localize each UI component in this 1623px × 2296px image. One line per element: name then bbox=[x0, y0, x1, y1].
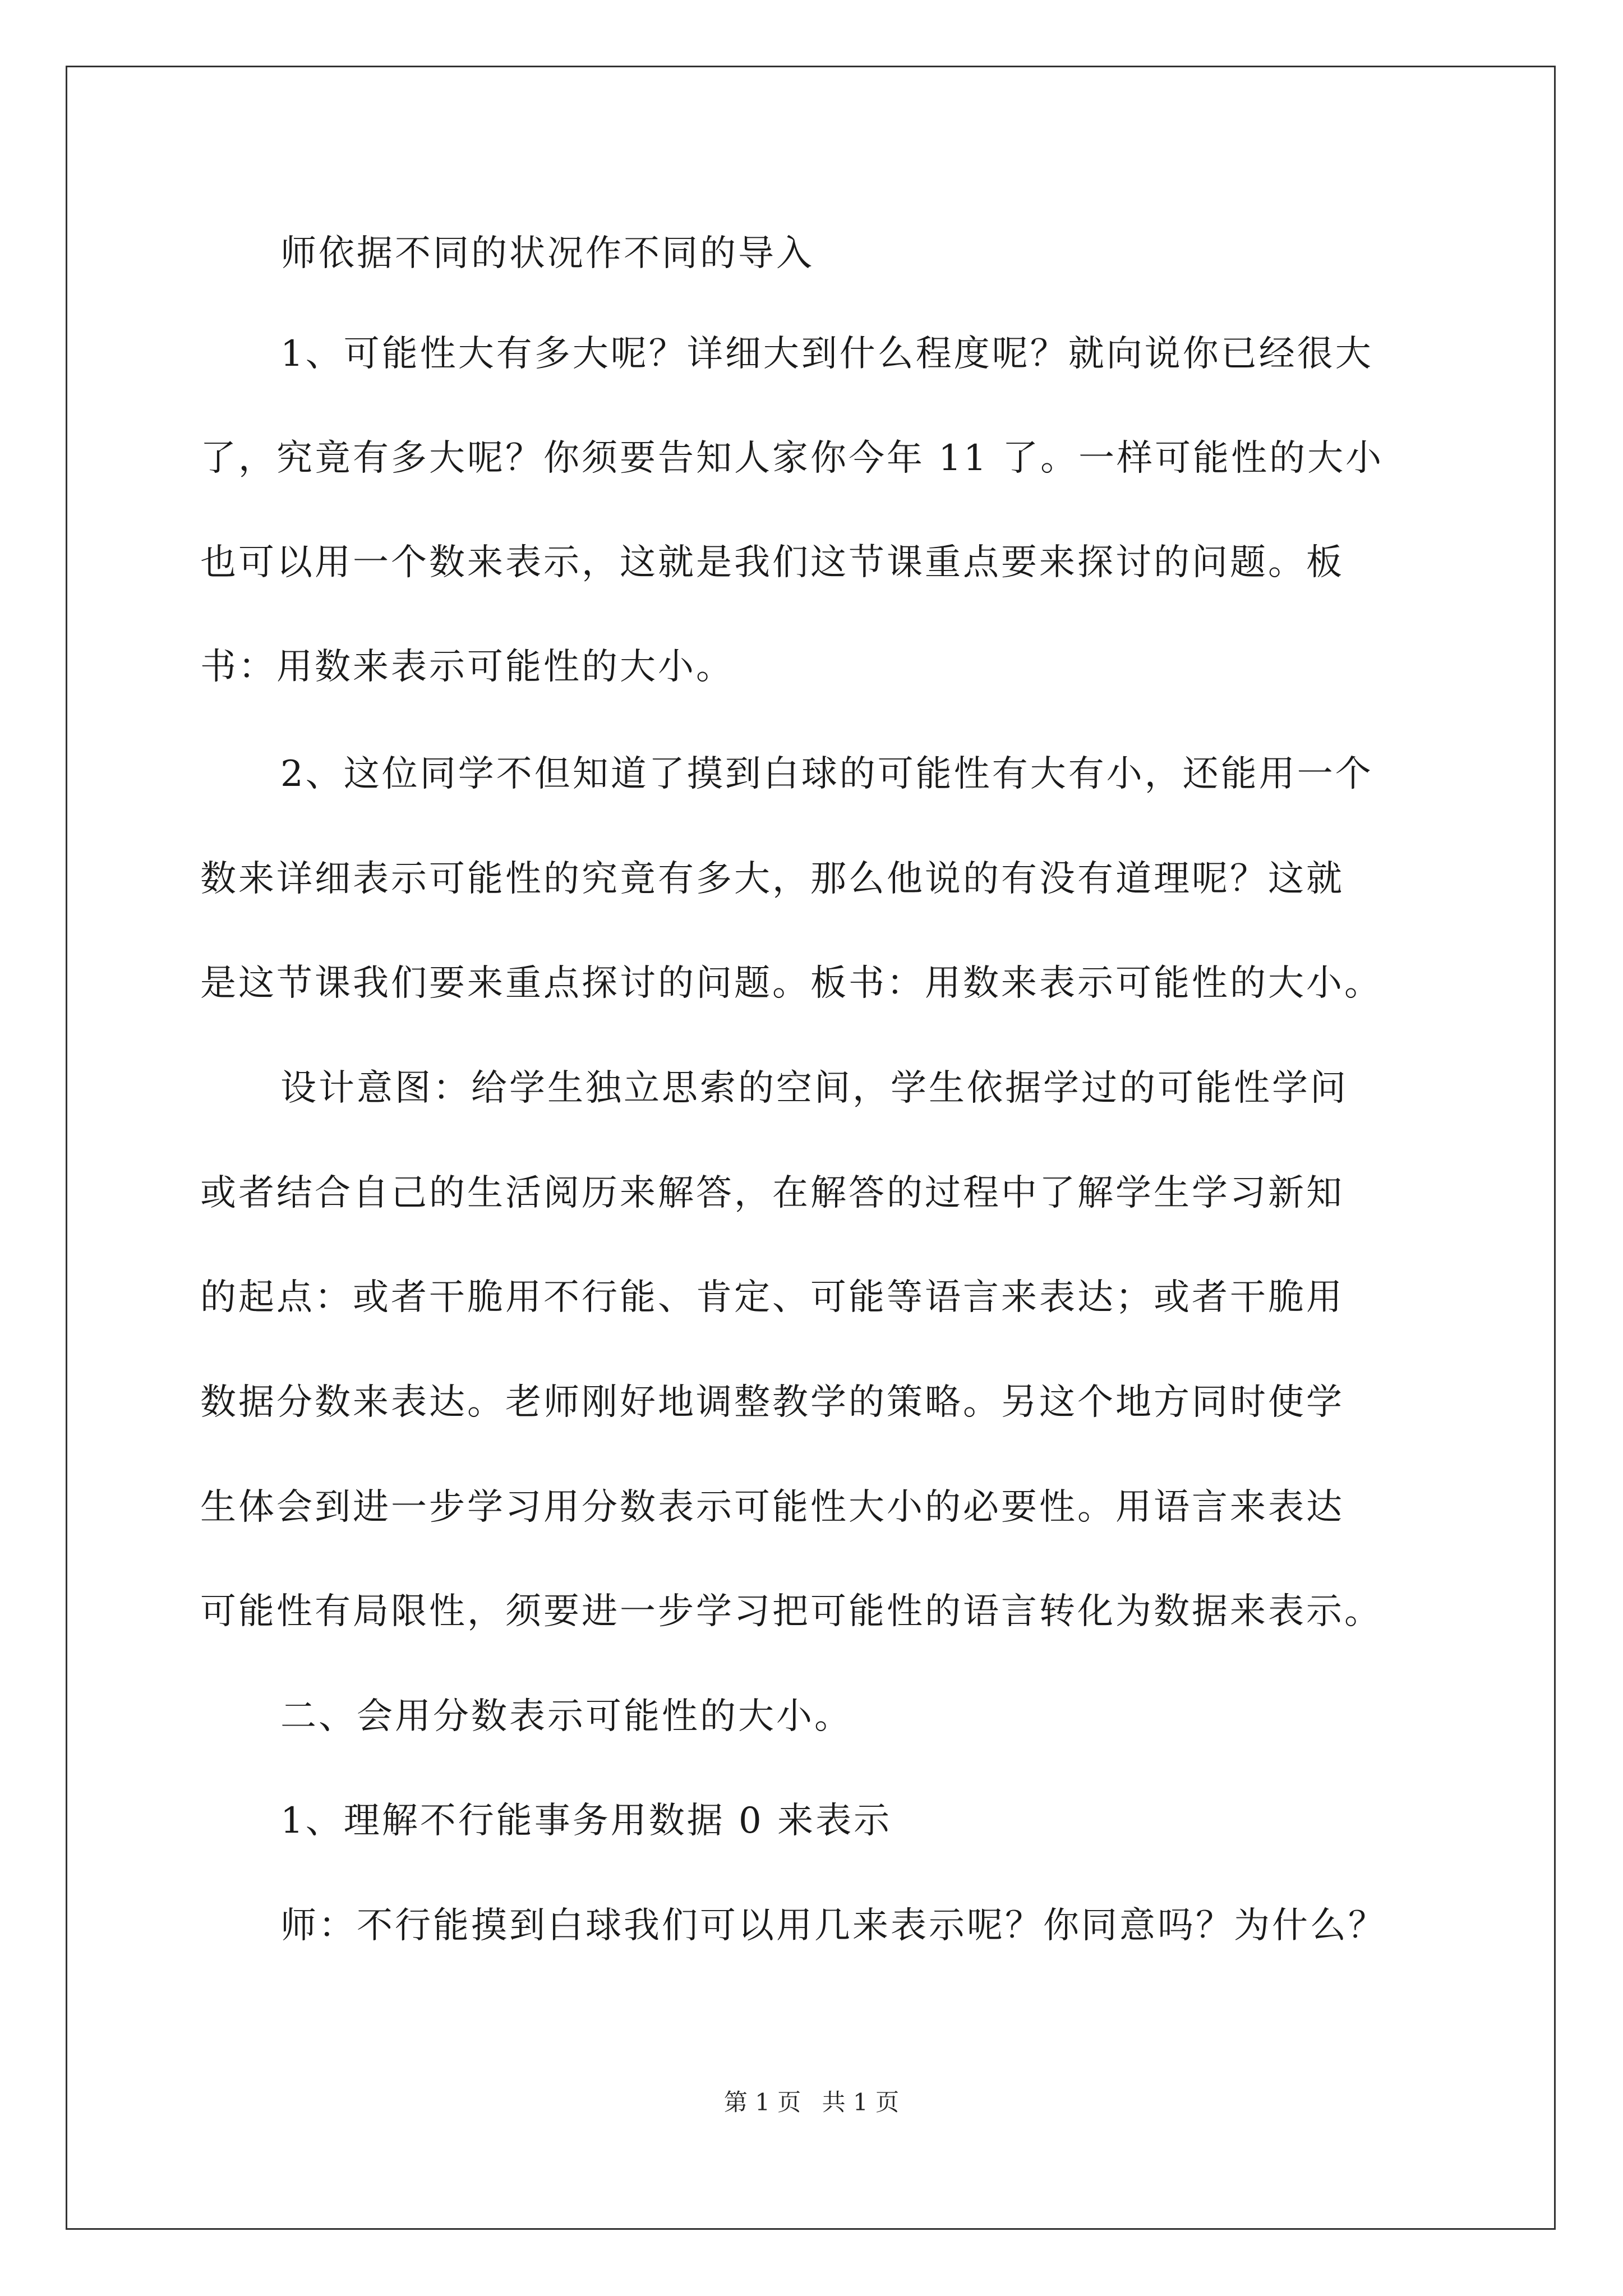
paragraph-line-6: 2、这位同学不但知道了摸到白球的可能性有大有小，还能用一个 bbox=[280, 753, 1373, 795]
paragraph-line-1: 师依据不同的状况作不同的导入 bbox=[280, 233, 814, 274]
paragraph-line-15: 二、会用分数表示可能性的大小。 bbox=[280, 1696, 852, 1737]
paragraph-line-9: 设计意图：给学生独立思索的空间，学生依据学过的可能性学问 bbox=[280, 1068, 1348, 1109]
paragraph-line-7: 数来详细表示可能性的究竟有多大，那么他说的有没有道理呢？这就 bbox=[200, 858, 1344, 900]
paragraph-line-12: 数据分数来表达。老师刚好地调整教学的策略。另这个地方同时使学 bbox=[200, 1382, 1344, 1423]
paragraph-line-10: 或者结合自己的生活阅历来解答，在解答的过程中了解学生学习新知 bbox=[200, 1172, 1344, 1214]
paragraph-line-13: 生体会到进一步学习用分数表示可能性大小的必要性。用语言来表达 bbox=[200, 1487, 1344, 1528]
paragraph-line-5: 书：用数来表示可能性的大小。 bbox=[200, 646, 734, 688]
paragraph-line-14: 可能性有局限性，须要进一步学习把可能性的语言转化为数据来表示。 bbox=[200, 1591, 1382, 1632]
paragraph-line-11: 的起点：或者干脆用不行能、肯定、可能等语言来表达；或者干脆用 bbox=[200, 1277, 1344, 1318]
page-footer bbox=[0, 2088, 1623, 2116]
page-number: 第 1 页 bbox=[723, 2088, 801, 2116]
paragraph-line-17: 师：不行能摸到白球我们可以用几来表示呢？你同意吗？为什么？ bbox=[280, 1905, 1386, 1947]
paragraph-line-4: 也可以用一个数来表示，这就是我们这节课重点要来探讨的问题。板 bbox=[200, 542, 1344, 583]
paragraph-line-3: 了，究竟有多大呢？你须要告知人家你今年 11 了。一样可能性的大小 bbox=[200, 438, 1384, 479]
paragraph-line-2: 1、可能性大有多大呢？详细大到什么程度呢？就向说你已经很大 bbox=[280, 333, 1373, 375]
paragraph-line-16: 1、理解不行能事务用数据 0 来表示 bbox=[280, 1800, 892, 1842]
page-total: 共 1 页 bbox=[822, 2088, 900, 2116]
paragraph-line-8: 是这节课我们要来重点探讨的问题。板书：用数来表示可能性的大小。 bbox=[200, 963, 1382, 1004]
